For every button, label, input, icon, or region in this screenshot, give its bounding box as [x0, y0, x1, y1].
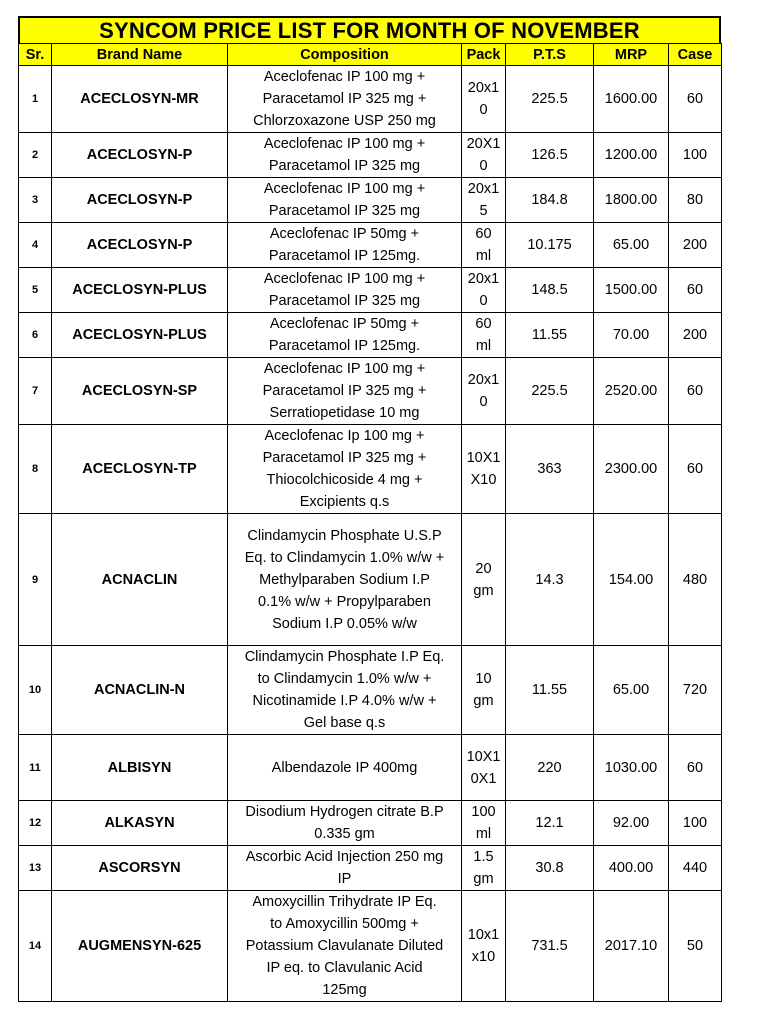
cell-brand: ACECLOSYN-P — [52, 178, 228, 223]
table-row — [19, 801, 722, 846]
cell-pts: 363 — [506, 425, 594, 514]
price-table — [18, 43, 722, 1002]
cell-pack: 10X1 0X1 — [462, 735, 506, 801]
page-title: SYNCOM PRICE LIST FOR MONTH OF NOVEMBER — [18, 16, 721, 43]
cell-sr: 7 — [19, 358, 52, 425]
cell-brand: ACECLOSYN-P — [52, 223, 228, 268]
cell-sr: 12 — [19, 801, 52, 846]
cell-sr: 13 — [19, 846, 52, 891]
cell-sr: 10 — [19, 646, 52, 735]
cell-case: 80 — [669, 178, 722, 223]
table-row — [19, 358, 722, 425]
cell-sr: 4 — [19, 223, 52, 268]
table-row — [19, 133, 722, 178]
cell-mrp: 2300.00 — [594, 425, 669, 514]
cell-pack: 20x1 0 — [462, 66, 506, 133]
cell-brand: ALBISYN — [52, 735, 228, 801]
cell-pack: 20x1 0 — [462, 358, 506, 425]
cell-pts: 225.5 — [506, 66, 594, 133]
cell-sr: 6 — [19, 313, 52, 358]
table-row — [19, 514, 722, 646]
cell-brand: ACECLOSYN-TP — [52, 425, 228, 514]
cell-pack: 1.5 gm — [462, 846, 506, 891]
cell-brand: ACECLOSYN-MR — [52, 66, 228, 133]
table-row — [19, 313, 722, 358]
cell-composition: Aceclofenac IP 50mg + Paracetamol IP 125mg. — [228, 223, 462, 268]
cell-sr: 9 — [19, 514, 52, 646]
cell-case: 100 — [669, 801, 722, 846]
cell-pack: 20x1 0 — [462, 268, 506, 313]
cell-mrp: 1600.00 — [594, 66, 669, 133]
cell-mrp: 1030.00 — [594, 735, 669, 801]
header-row — [19, 44, 722, 66]
cell-composition: Aceclofenac IP 100 mg + Paracetamol IP 325 mg — [228, 178, 462, 223]
cell-composition: Aceclofenac IP 100 mg + Paracetamol IP 325 mg — [228, 133, 462, 178]
cell-case: 50 — [669, 891, 722, 1002]
cell-pack: 20x1 5 — [462, 178, 506, 223]
cell-pts: 14.3 — [506, 514, 594, 646]
table-row — [19, 223, 722, 268]
cell-mrp: 1500.00 — [594, 268, 669, 313]
header-case: Case — [669, 44, 722, 66]
cell-mrp: 2017.10 — [594, 891, 669, 1002]
cell-sr: 2 — [19, 133, 52, 178]
cell-pack: 10x1 x10 — [462, 891, 506, 1002]
cell-brand: ACECLOSYN-PLUS — [52, 268, 228, 313]
cell-sr: 5 — [19, 268, 52, 313]
cell-sr: 14 — [19, 891, 52, 1002]
cell-brand: AUGMENSYN-625 — [52, 891, 228, 1002]
cell-sr: 11 — [19, 735, 52, 801]
cell-composition: Ascorbic Acid Injection 250 mg IP — [228, 846, 462, 891]
cell-case: 200 — [669, 223, 722, 268]
header-pts: P.T.S — [506, 44, 594, 66]
cell-case: 60 — [669, 735, 722, 801]
cell-sr: 3 — [19, 178, 52, 223]
cell-mrp: 400.00 — [594, 846, 669, 891]
cell-composition: Albendazole IP 400mg — [228, 735, 462, 801]
cell-mrp: 1200.00 — [594, 133, 669, 178]
table-row — [19, 891, 722, 1002]
table-row — [19, 646, 722, 735]
cell-brand: ACNACLIN — [52, 514, 228, 646]
cell-composition: Aceclofenac Ip 100 mg + Paracetamol IP 325 mg + Thiocolchicoside 4 mg + Excipients q.s — [228, 425, 462, 514]
cell-pack: 20X1 0 — [462, 133, 506, 178]
cell-pts: 225.5 — [506, 358, 594, 425]
cell-brand: ACECLOSYN-PLUS — [52, 313, 228, 358]
cell-pack: 20 gm — [462, 514, 506, 646]
header-mrp: MRP — [594, 44, 669, 66]
cell-sr: 8 — [19, 425, 52, 514]
cell-brand: ASCORSYN — [52, 846, 228, 891]
cell-pts: 148.5 — [506, 268, 594, 313]
cell-brand: ALKASYN — [52, 801, 228, 846]
cell-pts: 126.5 — [506, 133, 594, 178]
cell-composition: Aceclofenac IP 100 mg + Paracetamol IP 325 mg + Serratiopetidase 10 mg — [228, 358, 462, 425]
cell-brand: ACNACLIN-N — [52, 646, 228, 735]
cell-case: 480 — [669, 514, 722, 646]
cell-pts: 220 — [506, 735, 594, 801]
cell-mrp: 2520.00 — [594, 358, 669, 425]
cell-pack: 60 ml — [462, 223, 506, 268]
cell-case: 60 — [669, 425, 722, 514]
table-row — [19, 178, 722, 223]
table-row — [19, 66, 722, 133]
table-row — [19, 425, 722, 514]
header-brand: Brand Name — [52, 44, 228, 66]
cell-mrp: 65.00 — [594, 646, 669, 735]
cell-case: 720 — [669, 646, 722, 735]
cell-case: 60 — [669, 66, 722, 133]
price-list-sheet — [18, 16, 721, 1002]
cell-pts: 731.5 — [506, 891, 594, 1002]
cell-pts: 10.175 — [506, 223, 594, 268]
cell-pts: 184.8 — [506, 178, 594, 223]
cell-brand: ACECLOSYN-SP — [52, 358, 228, 425]
cell-composition: Aceclofenac IP 100 mg + Paracetamol IP 325 mg + Chlorzoxazone USP 250 mg — [228, 66, 462, 133]
cell-case: 200 — [669, 313, 722, 358]
cell-case: 100 — [669, 133, 722, 178]
cell-pack: 60 ml — [462, 313, 506, 358]
cell-brand: ACECLOSYN-P — [52, 133, 228, 178]
cell-pack: 10X1 X10 — [462, 425, 506, 514]
header-sr: Sr. — [19, 44, 52, 66]
cell-pts: 12.1 — [506, 801, 594, 846]
cell-mrp: 1800.00 — [594, 178, 669, 223]
table-row — [19, 268, 722, 313]
cell-composition: Amoxycillin Trihydrate IP Eq. to Amoxycillin 500mg + Potassium Clavulanate Diluted IP eq. to Clavulanic Acid 125mg — [228, 891, 462, 1002]
cell-case: 440 — [669, 846, 722, 891]
cell-composition: Clindamycin Phosphate I.P Eq. to Clindamycin 1.0% w/w + Nicotinamide I.P 4.0% w/w + Gel base q.s — [228, 646, 462, 735]
cell-composition: Clindamycin Phosphate U.S.P Eq. to Clindamycin 1.0% w/w + Methylparaben Sodium I.P 0.1% w/w + Propylparaben Sodium I.P 0.05% w/w — [228, 514, 462, 646]
cell-mrp: 65.00 — [594, 223, 669, 268]
cell-pack: 10 gm — [462, 646, 506, 735]
header-composition: Composition — [228, 44, 462, 66]
cell-pts: 11.55 — [506, 313, 594, 358]
table-row — [19, 846, 722, 891]
cell-sr: 1 — [19, 66, 52, 133]
table-row — [19, 735, 722, 801]
cell-composition: Disodium Hydrogen citrate B.P 0.335 gm — [228, 801, 462, 846]
cell-composition: Aceclofenac IP 50mg + Paracetamol IP 125mg. — [228, 313, 462, 358]
cell-case: 60 — [669, 358, 722, 425]
cell-composition: Aceclofenac IP 100 mg + Paracetamol IP 325 mg — [228, 268, 462, 313]
cell-mrp: 70.00 — [594, 313, 669, 358]
cell-pack: 100 ml — [462, 801, 506, 846]
cell-mrp: 154.00 — [594, 514, 669, 646]
cell-mrp: 92.00 — [594, 801, 669, 846]
cell-case: 60 — [669, 268, 722, 313]
cell-pts: 30.8 — [506, 846, 594, 891]
cell-pts: 11.55 — [506, 646, 594, 735]
header-pack: Pack — [462, 44, 506, 66]
